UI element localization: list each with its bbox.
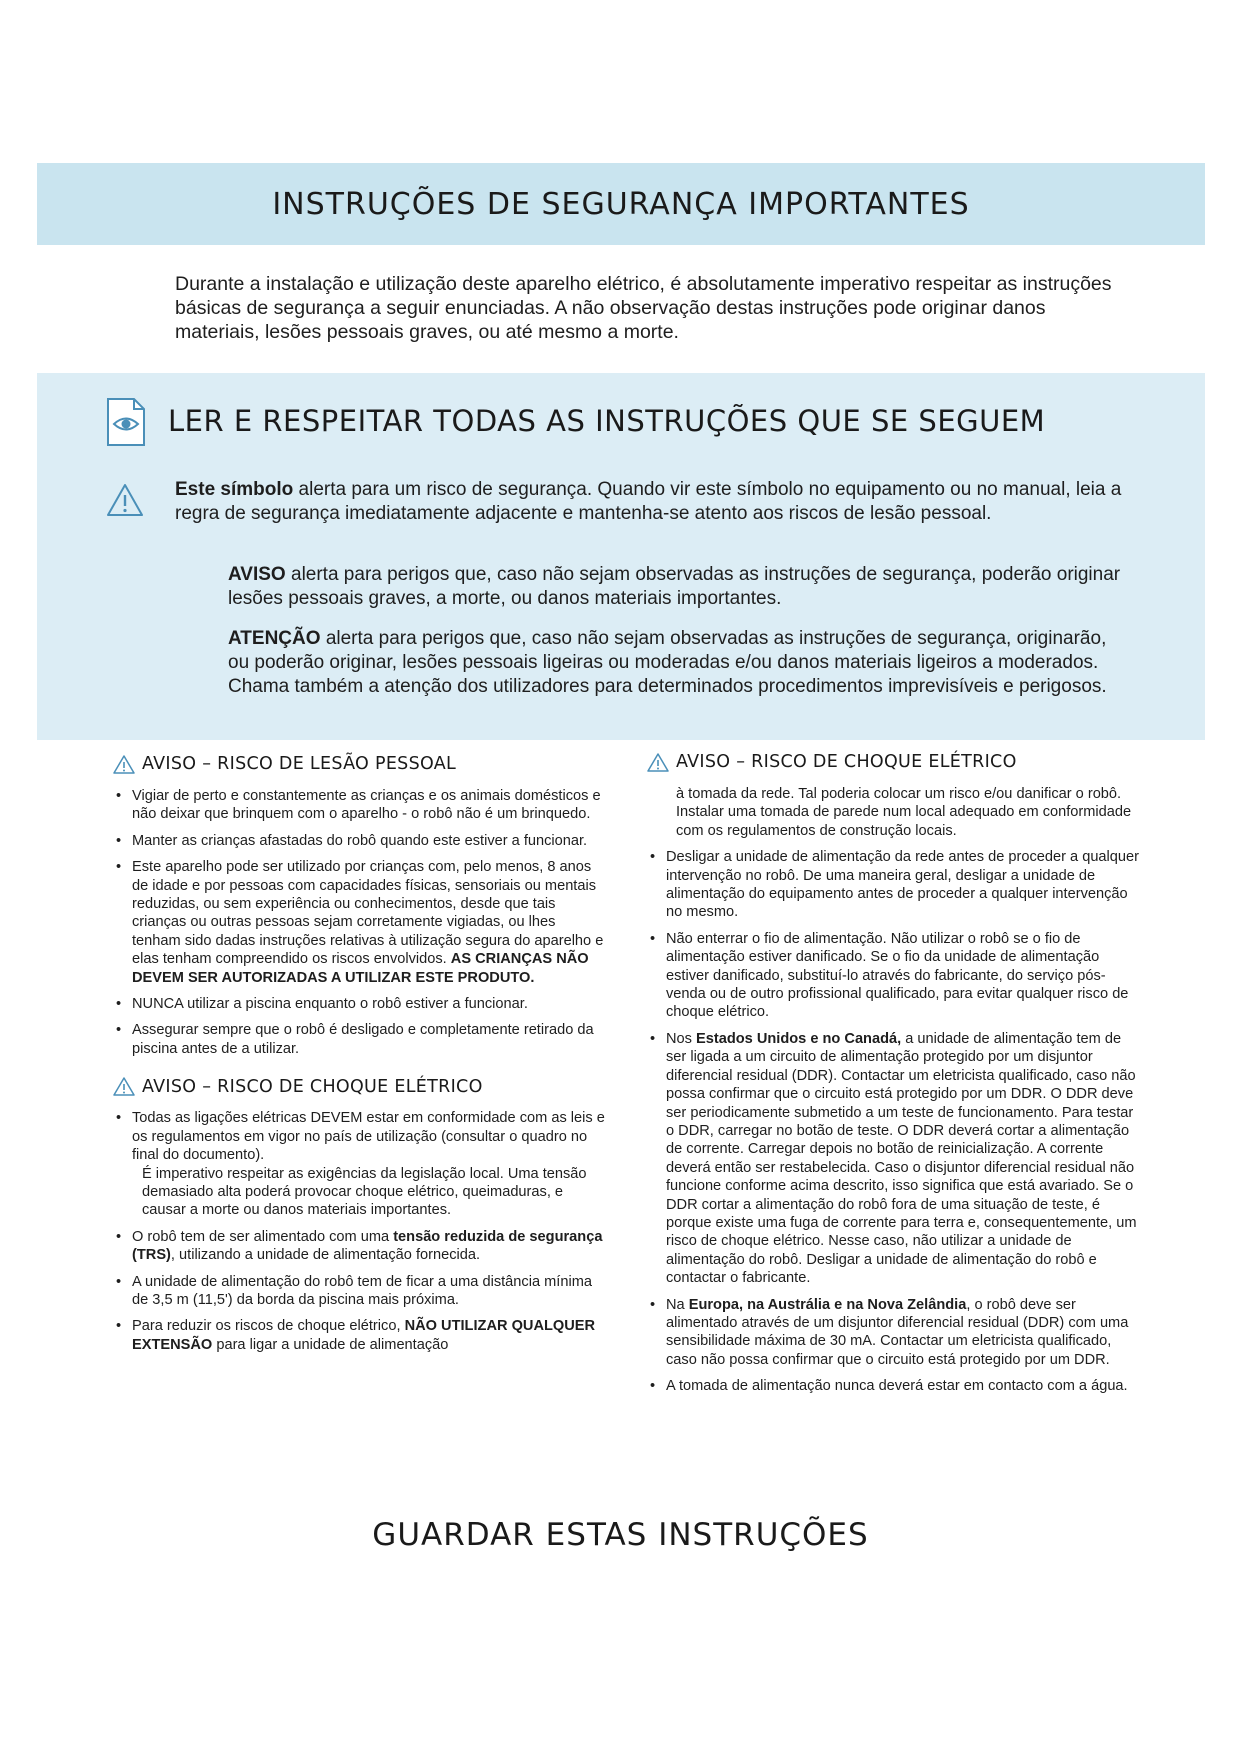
left-column xyxy=(112,754,607,1362)
symbol-text: alerta para um risco de segurança. Quando vir este símbolo no equipamento ou no manual, leia a regra de segurança imediatamente adjacente e mantenha-se atento aos riscos de lesão pessoal. xyxy=(175,479,1122,524)
list-item-text: O robô tem de ser alimentado com uma xyxy=(132,1228,394,1245)
children-warning: AS CRIANÇAS NÃO DEVEM SER AUTORIZADAS A UTILIZAR ESTE PRODUTO. xyxy=(132,951,589,986)
atencao-definition xyxy=(228,627,1128,699)
intro-paragraph: Durante a instalação e utilização deste aparelho elétrico, é absolutamente imperativo respeitar as instruções básicas de segurança a seguir enunciadas. A não observação destas instruções pode originar danos materiais, lesões pessoais graves, ou até mesmo a morte. xyxy=(175,273,1112,343)
no-extension-emphasis: NÃO UTILIZAR QUALQUER EXTENSÃO xyxy=(132,1318,596,1353)
list-item: • Manter as crianças afastadas do robô quando este estiver a funcionar. xyxy=(112,832,607,850)
list-item-text: • Todas as ligações elétricas DEVEM estar em conformidade com as leis e os regulamentos em vigor no país de utilização (consultar o quadro no final do documento). xyxy=(132,1110,605,1164)
trs-emphasis: tensão reduzida de segurança (TRS) xyxy=(132,1228,603,1264)
save-instructions-title: GUARDAR ESTAS INSTRUÇÕES xyxy=(372,1517,869,1553)
list-item-text: Este aparelho pode ser utilizado por crianças com, pelo menos, 8 anos de idade e por pessoas com capacidades físicas, sensoriais ou mentais reduzidas, ou sem experiência ou conhecimentos, desde que tais crianças ou outras pessoas sejam corretamente vigiadas, ou lhes tenham sido dadas instruções relativas à utilização segura do aparelho e elas tenham compreendido os riscos envolvidos. xyxy=(132,859,604,968)
list-item xyxy=(112,1228,607,1265)
right-column xyxy=(646,752,1141,1404)
symbol-explanation xyxy=(175,478,1145,526)
list-item-text: , o robô deve ser alimentado através de um disjuntor diferencial residual (DDR) com uma sensibilidade máxima de 30 mA. Contactar um eletricista qualificado, caso não possa confirmar que o circuito está protegido por um DDR. xyxy=(666,1296,1129,1368)
list-item-text: para ligar a unidade de alimentação xyxy=(212,1336,449,1353)
list-item: • Assegurar sempre que o robô é desligado e completamente retirado da piscina antes de a utilizar. xyxy=(112,1021,607,1058)
region-emphasis: Estados Unidos e no Canadá, xyxy=(696,1030,902,1047)
list-item-text: Para reduzir os riscos de choque elétrico, xyxy=(132,1318,405,1335)
list-item-text: a unidade de alimentação tem de ser ligada a um circuito de alimentação protegido por um disjuntor diferencial residual (DDR). Contactar um eletricista qualificado, caso não possa confirmar que o circuito está protegido por um DDR. O DDR deve ser periodicamente submetido a um teste de funcionamento. Para testar o DDR, carregar no botão de teste. O DDR deverá cortar a alimentação de corrente. Carregar depois no botão de reinicialização. A corrente deverá então ser restabelecida. Caso o disjuntor diferencial residual não funcione conforme acima descrito, isso significa que está avariado. Se o DDR cortar a alimentação do robô fora de uma situação de teste, é porque existe uma fuga de corrente para terra e, consequentemente, um risco de choque elétrico. Nesse caso, não utilizar a unidade de alimentação do robô. Desligar a unidade de alimentação do robô e contactar o fabricante. xyxy=(666,1030,1137,1287)
electric-shock-list xyxy=(112,1109,607,1354)
list-item: • Não enterrar o fio de alimentação. Não utilizar o robô se o fio de alimentação estiver danificado. Se o fio da unidade de alimentação estiver danificado, substituí-lo através do fabricante, do serviço pós-venda ou de outro profissional qualificado, para evitar qualquer risco de choque elétrico. xyxy=(646,930,1141,1022)
electric-shock-list-continued xyxy=(646,848,1141,1395)
personal-injury-list xyxy=(112,787,607,1058)
aviso-text: alerta para perigos que, caso não sejam observadas as instruções de segurança, poderão originar lesões pessoais graves, a morte, ou danos materiais importantes. xyxy=(228,564,1121,609)
warning-triangle-icon xyxy=(105,482,145,518)
symbol-label: Este símbolo xyxy=(175,479,294,500)
list-item: • NUNCA utilizar a piscina enquanto o robô estiver a funcionar. xyxy=(112,995,607,1013)
list-item xyxy=(112,1317,607,1354)
aviso-definition xyxy=(228,563,1128,611)
personal-injury-heading-text: AVISO – RISCO DE LESÃO PESSOAL xyxy=(142,754,457,775)
read-instructions-heading: LER E RESPEITAR TODAS AS INSTRUÇÕES QUE SE SEGUEM xyxy=(168,404,1046,438)
warning-triangle-icon xyxy=(112,1076,136,1097)
list-item xyxy=(646,1030,1141,1288)
list-item: • A unidade de alimentação do robô tem de ficar a uma distância mínima de 3,5 m (11,5') da borda da piscina mais próxima. xyxy=(112,1273,607,1310)
atencao-text: alerta para perigos que, caso não sejam observadas as instruções de segurança, originarão, ou poderão originar, lesões pessoais ligeiras ou moderadas e/ou danos materiais ligeiros a moderados. Chama também a atenção dos utilizadores para determinados procedimentos imprevisíveis e perigosos. xyxy=(228,628,1107,697)
region-emphasis: Europa, na Austrália e na Nova Zelândia xyxy=(688,1296,967,1313)
list-item xyxy=(112,858,607,987)
warning-triangle-icon xyxy=(112,754,136,775)
aviso-label: AVISO xyxy=(228,564,286,585)
list-item: • A tomada de alimentação nunca deverá estar em contacto com a água. xyxy=(646,1377,1141,1395)
document-eye-icon xyxy=(106,397,146,447)
page-title: INSTRUÇÕES DE SEGURANÇA IMPORTANTES xyxy=(272,186,970,222)
list-item-text: Nos xyxy=(666,1030,697,1047)
list-item: • Vigiar de perto e constantemente as crianças e os animais domésticos e não deixar que brinquem com o aparelho - o robô não é um brinquedo. xyxy=(112,787,607,824)
list-item-text: , utilizando a unidade de alimentação fornecida. xyxy=(170,1247,481,1264)
electric-shock-heading-text: AVISO – RISCO DE CHOQUE ELÉTRICO xyxy=(676,752,1017,773)
warning-triangle-icon xyxy=(646,752,670,773)
continued-text: à tomada da rede. Tal poderia colocar um risco e/ou danificar o robô. Instalar uma tomada de parede num local adequado em conformidade com os regulamentos de construção locais. xyxy=(676,786,1132,839)
atencao-label: ATENÇÃO xyxy=(228,628,321,649)
list-item xyxy=(112,1109,607,1219)
list-item-text: Na xyxy=(666,1296,689,1313)
list-item-text: É imperativo respeitar as exigências da legislação local. Uma tensão demasiado alta poderá provocar choque elétrico, queimaduras, e causar a morte ou danos materiais importantes. xyxy=(142,1165,587,1219)
electric-shock-heading-text: AVISO – RISCO DE CHOQUE ELÉTRICO xyxy=(142,1076,483,1097)
electric-shock-heading xyxy=(112,1076,607,1097)
electric-shock-heading-continued xyxy=(646,752,1141,773)
list-item xyxy=(646,1296,1141,1370)
title-banner xyxy=(37,163,1205,245)
personal-injury-heading xyxy=(112,754,607,775)
list-item: • Desligar a unidade de alimentação da rede antes de proceder a qualquer intervenção no robô. De uma maneira geral, desligar a unidade de alimentação do equipamento antes de proceder a qualquer intervenção no mesmo. xyxy=(646,848,1141,922)
